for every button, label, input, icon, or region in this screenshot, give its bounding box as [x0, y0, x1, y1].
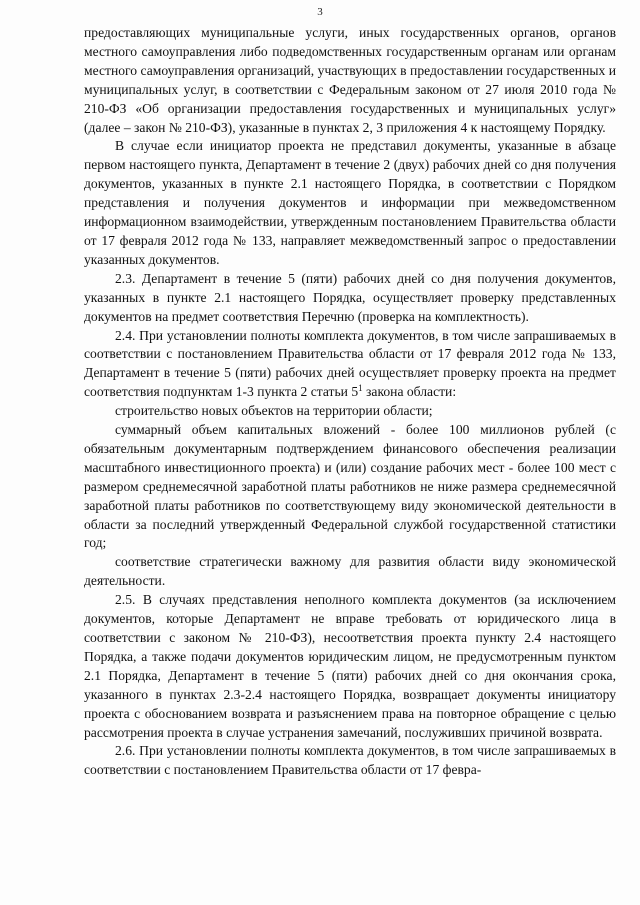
paragraph-2-3: 2.3. Департамент в течение 5 (пяти) рабочих дней со дня получения документов, указанных в пункте 2.1 настоящего Порядка, осуществляет проверку представленных документов на предмет соответствия Перечню (проверка на комплектность). [84, 270, 616, 324]
article-superscript: 1 [358, 383, 363, 394]
paragraph-2-4-text: 2.4. При установлении полноты комплекта документов, в том числе запрашиваемых в соответствии с постановлением Правительства области от 17 февраля 2012 года № 133, Департамент в течение 5 (пяти) рабочих дней осуществляет проверку проекта на предмет соответствия подпунктам 1-3 пункта 2 статьи 5 [84, 327, 616, 400]
criterion-new-objects: строительство новых объектов на территории области; [115, 403, 433, 419]
paragraph-continuation: предоставляющих муниципальные услуги, иных государственных органов, органов местного самоуправления либо подведомственных государственным органам или органам местного самоуправления организаций, участвующих в предоставлении государственных и муниципальных услуг, в соответствии с Федеральным законом от 27 июля 2010 года № 210-ФЗ «Об организации предоставления государственных и муниципальных услуг» (далее – закон № 210-ФЗ), указанные в пунктах 2, 3 приложения 4 к настоящему Порядку. [84, 25, 616, 135]
paragraph-missing-documents: В случае если инициатор проекта не представил документы, указанные в абзаце первом настоящего пункта, Департамент в течение 2 (двух) рабочих дней со дня получения документов, указанных в пункте 2.1 настоящего Порядка, в соответствии с Порядком представления и получения документов и информации при межведомственном информационном взаимодействии, утвержденным постановлением Правительства области от 17 февраля 2012 года № 133, направляет межведомственный запрос о предоставлении указанных документов. [84, 138, 616, 267]
paragraph-2-4 [84, 327, 616, 403]
document-body [84, 24, 616, 780]
criterion-investment-volume: суммарный объем капитальных вложений - более 100 миллионов рублей (с обязательным документарным подтверждением финансового обеспечения реализации масштабного инвестиционного проекта) и (или) создание рабочих мест - более 100 мест с размером среднемесячной заработной платы работников не ниже размера среднемесячной заработной платы работников по соответствующему виду экономической деятельности в области за последний утвержденный Федеральной службой государственной статистики год; [84, 422, 616, 551]
page-number: 3 [317, 6, 323, 18]
criterion-strategic-activity: соответствие стратегически важному для развития области виду экономической деятельности. [84, 554, 616, 589]
paragraph-2-6: 2.6. При установлении полноты комплекта документов, в том числе запрашиваемых в соответствии с постановлением Правительства области от 17 февра- [84, 743, 616, 778]
paragraph-2-5: 2.5. В случаях представления неполного комплекта документов (за исключением документов, которые Департамент не вправе требовать от юридического лица в соответствии с законом № 210-ФЗ), несоответствия проекта пункту 2.4 настоящего Порядка, а также подачи документов юридическим лицом, не предусмотренным пунктом 2.1 Порядка, Департамент в течение 5 (пяти) рабочих дней со дня окончания срока, указанного в пунктах 2.3-2.4 настоящего Порядка, возвращает документы инициатору проекта с обоснованием возврата и разъяснением права на повторное обращение с целью рассмотрения проекта в случае устранения замечаний, послуживших причиной возврата. [84, 592, 616, 740]
paragraph-2-4-tail: закона области: [362, 384, 457, 400]
